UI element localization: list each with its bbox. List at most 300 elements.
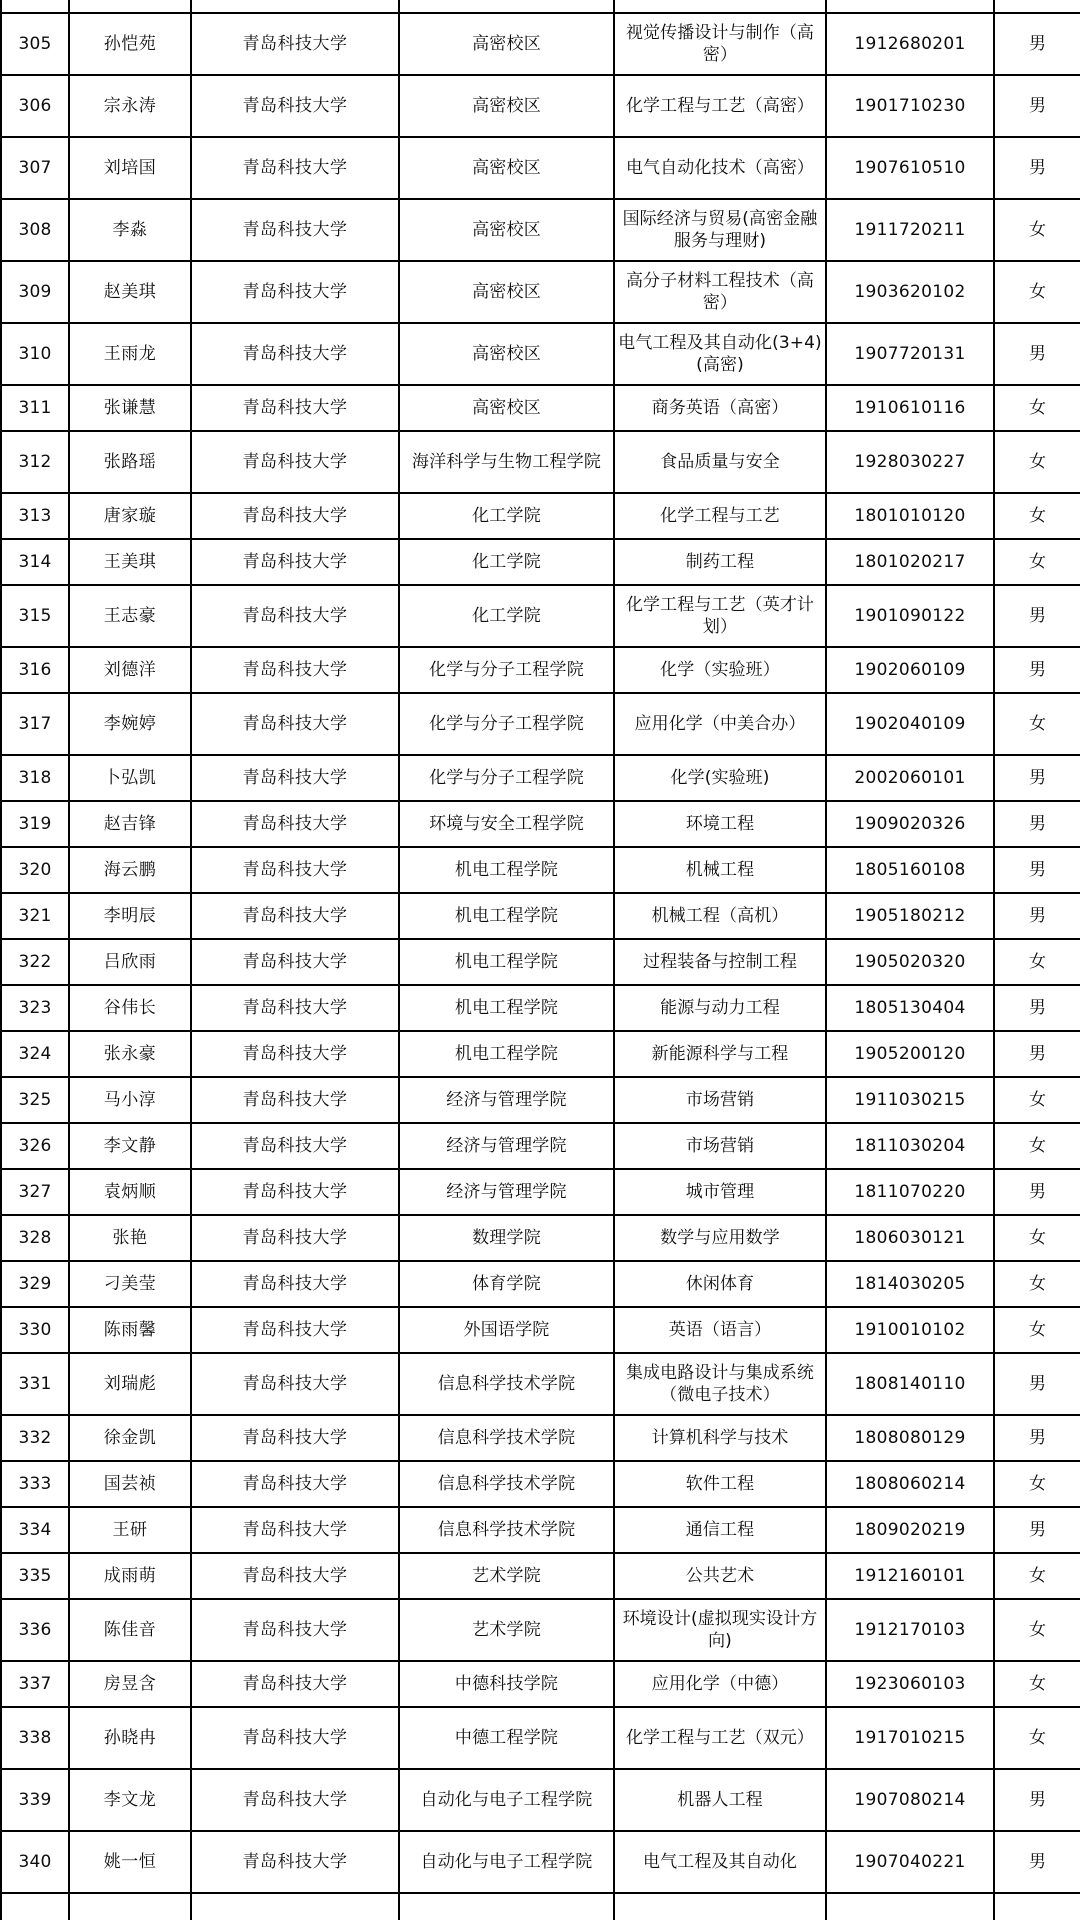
cell-major: 公共艺术 — [614, 1553, 826, 1599]
table-row — [1, 539, 1080, 585]
cell-college: 艺术学院 — [399, 1553, 614, 1599]
cell-student-id: 1808080129 — [826, 1415, 994, 1461]
cell-school: 青岛科技大学 — [191, 431, 399, 493]
cell-sex: 女 — [994, 1123, 1080, 1169]
cell-school: 青岛科技大学 — [191, 1169, 399, 1215]
cell-index: 318 — [1, 755, 69, 801]
cell-college: 化工学院 — [399, 539, 614, 585]
cell-sex: 男 — [994, 647, 1080, 693]
cell-sex: 女 — [994, 1261, 1080, 1307]
cell-school: 青岛科技大学 — [191, 1261, 399, 1307]
cell-index: 325 — [1, 1077, 69, 1123]
cell-major: 新能源科学与工程 — [614, 1031, 826, 1077]
cell-student-id: 1923060103 — [826, 1661, 994, 1707]
cell-school: 青岛科技大学 — [191, 1215, 399, 1261]
cell-school: 青岛科技大学 — [191, 1307, 399, 1353]
cell-index: 307 — [1, 137, 69, 199]
cell-name: 赵美琪 — [69, 261, 191, 323]
cell-school: 青岛科技大学 — [191, 493, 399, 539]
table-row-partial-top — [1, 0, 1080, 13]
table-row — [1, 1123, 1080, 1169]
cell-name: 李婉婷 — [69, 693, 191, 755]
cell-college: 高密校区 — [399, 137, 614, 199]
cell-school: 青岛科技大学 — [191, 1831, 399, 1893]
cell-college: 机电工程学院 — [399, 985, 614, 1031]
cell-college: 高密校区 — [399, 199, 614, 261]
cell-index: 332 — [1, 1415, 69, 1461]
cell-name: 谷伟长 — [69, 985, 191, 1031]
cell-college: 机电工程学院 — [399, 1031, 614, 1077]
cell-name: 李文龙 — [69, 1769, 191, 1831]
cell-major: 过程装备与控制工程 — [614, 939, 826, 985]
cell-sex: 男 — [994, 985, 1080, 1031]
cell-sex: 男 — [994, 1507, 1080, 1553]
cell-college: 高密校区 — [399, 75, 614, 137]
cell-school: 青岛科技大学 — [191, 1461, 399, 1507]
cell-college: 信息科学技术学院 — [399, 1353, 614, 1415]
cell-sex: 男 — [994, 847, 1080, 893]
cell-name: 宗永涛 — [69, 75, 191, 137]
cell-college: 外国语学院 — [399, 1307, 614, 1353]
cell-student-id: 1907040221 — [826, 1831, 994, 1893]
cell-sex: 女 — [994, 1661, 1080, 1707]
cell-student-id: 1907080214 — [826, 1769, 994, 1831]
cell-college: 经济与管理学院 — [399, 1169, 614, 1215]
cell-student-id: 1811030204 — [826, 1123, 994, 1169]
cell-index: 320 — [1, 847, 69, 893]
table-row — [1, 1769, 1080, 1831]
cell-college: 经济与管理学院 — [399, 1077, 614, 1123]
cell-school: 青岛科技大学 — [191, 693, 399, 755]
table-body — [1, 0, 1080, 1920]
cell-sex: 男 — [994, 1353, 1080, 1415]
cell-name: 李淼 — [69, 199, 191, 261]
cell-name: 王雨龙 — [69, 323, 191, 385]
cell-index: 316 — [1, 647, 69, 693]
cell-name — [69, 0, 191, 13]
cell-sex: 男 — [994, 323, 1080, 385]
cell-school — [191, 0, 399, 13]
table-row — [1, 385, 1080, 431]
cell-student-id: 1912680201 — [826, 13, 994, 75]
cell-sex: 女 — [994, 1599, 1080, 1661]
cell-student-id: 2002060101 — [826, 755, 994, 801]
cell-major: 城市管理 — [614, 1169, 826, 1215]
cell-college: 数理学院 — [399, 1215, 614, 1261]
cell-index: 335 — [1, 1553, 69, 1599]
cell-school: 青岛科技大学 — [191, 1553, 399, 1599]
cell-sex: 女 — [994, 1307, 1080, 1353]
cell-school: 青岛科技大学 — [191, 323, 399, 385]
cell-sex: 男 — [994, 585, 1080, 647]
cell-school: 青岛科技大学 — [191, 647, 399, 693]
cell-sex — [994, 0, 1080, 13]
cell-college: 信息科学技术学院 — [399, 1507, 614, 1553]
cell-school: 青岛科技大学 — [191, 385, 399, 431]
cell-school: 青岛科技大学 — [191, 1707, 399, 1769]
cell-major: 机械工程 — [614, 847, 826, 893]
cell-sex: 女 — [994, 1077, 1080, 1123]
cell-index: 310 — [1, 323, 69, 385]
cell-major: 电气工程及其自动化 — [614, 1831, 826, 1893]
cell-name: 国芸祯 — [69, 1461, 191, 1507]
cell-school: 青岛科技大学 — [191, 1077, 399, 1123]
cell-school: 青岛科技大学 — [191, 1599, 399, 1661]
cell-student-id: 1910610116 — [826, 385, 994, 431]
cell-major: 环境设计(虚拟现实设计方向) — [614, 1599, 826, 1661]
cell-major: 应用化学（中美合办） — [614, 693, 826, 755]
cell-student-id: 1910010102 — [826, 1307, 994, 1353]
cell-name: 徐金凯 — [69, 1415, 191, 1461]
cell-student-id: 1809020219 — [826, 1507, 994, 1553]
cell-index: 315 — [1, 585, 69, 647]
cell-college: 艺术学院 — [399, 1599, 614, 1661]
cell-sex: 女 — [994, 199, 1080, 261]
cell-index: 324 — [1, 1031, 69, 1077]
cell-name: 马小淳 — [69, 1077, 191, 1123]
table-row — [1, 585, 1080, 647]
cell-sex: 女 — [994, 261, 1080, 323]
cell-name: 袁炳顺 — [69, 1169, 191, 1215]
cell-name: 刘培国 — [69, 137, 191, 199]
cell-school: 青岛科技大学 — [191, 1123, 399, 1169]
cell-name: 成雨萌 — [69, 1553, 191, 1599]
cell-index: 309 — [1, 261, 69, 323]
table-row — [1, 75, 1080, 137]
cell-school: 青岛科技大学 — [191, 1031, 399, 1077]
cell-major: 制药工程 — [614, 539, 826, 585]
cell-index — [1, 0, 69, 13]
cell-student-id: 1808060214 — [826, 1461, 994, 1507]
cell-major: 能源与动力工程 — [614, 985, 826, 1031]
cell-index — [1, 1893, 69, 1920]
cell-school: 青岛科技大学 — [191, 1661, 399, 1707]
cell-college: 高密校区 — [399, 323, 614, 385]
cell-college: 化工学院 — [399, 585, 614, 647]
cell-name: 唐家璇 — [69, 493, 191, 539]
cell-major: 电气工程及其自动化(3+4)(高密) — [614, 323, 826, 385]
cell-index: 308 — [1, 199, 69, 261]
table-row — [1, 13, 1080, 75]
table-row — [1, 801, 1080, 847]
cell-sex: 男 — [994, 137, 1080, 199]
cell-school: 青岛科技大学 — [191, 801, 399, 847]
cell-college: 高密校区 — [399, 13, 614, 75]
table-row — [1, 1215, 1080, 1261]
cell-name: 张路瑶 — [69, 431, 191, 493]
cell-name: 李文静 — [69, 1123, 191, 1169]
cell-major — [614, 1893, 826, 1920]
table-row — [1, 199, 1080, 261]
cell-college: 化学与分子工程学院 — [399, 755, 614, 801]
table-row — [1, 939, 1080, 985]
cell-student-id: 1805130404 — [826, 985, 994, 1031]
cell-index: 327 — [1, 1169, 69, 1215]
cell-school: 青岛科技大学 — [191, 261, 399, 323]
cell-college: 化学与分子工程学院 — [399, 693, 614, 755]
cell-student-id: 1905020320 — [826, 939, 994, 985]
cell-name: 姚一恒 — [69, 1831, 191, 1893]
cell-student-id: 1902060109 — [826, 647, 994, 693]
cell-sex: 男 — [994, 13, 1080, 75]
cell-major: 数学与应用数学 — [614, 1215, 826, 1261]
cell-index: 312 — [1, 431, 69, 493]
cell-sex: 男 — [994, 1031, 1080, 1077]
cell-index: 311 — [1, 385, 69, 431]
cell-sex: 男 — [994, 75, 1080, 137]
cell-index: 321 — [1, 893, 69, 939]
table-row — [1, 1077, 1080, 1123]
cell-name: 王志豪 — [69, 585, 191, 647]
table-row — [1, 1307, 1080, 1353]
table-row — [1, 493, 1080, 539]
table-row — [1, 1507, 1080, 1553]
table-row — [1, 1261, 1080, 1307]
cell-index: 306 — [1, 75, 69, 137]
cell-college: 机电工程学院 — [399, 847, 614, 893]
cell-school: 青岛科技大学 — [191, 1507, 399, 1553]
cell-major: 英语（语言） — [614, 1307, 826, 1353]
cell-sex: 女 — [994, 539, 1080, 585]
cell-index: 340 — [1, 1831, 69, 1893]
table-row — [1, 1461, 1080, 1507]
cell-student-id: 1905200120 — [826, 1031, 994, 1077]
cell-major: 通信工程 — [614, 1507, 826, 1553]
cell-index: 333 — [1, 1461, 69, 1507]
cell-major: 化学工程与工艺（双元） — [614, 1707, 826, 1769]
cell-name: 陈雨馨 — [69, 1307, 191, 1353]
cell-name: 孙恺苑 — [69, 13, 191, 75]
cell-index: 329 — [1, 1261, 69, 1307]
cell-sex: 女 — [994, 1215, 1080, 1261]
cell-major: 计算机科学与技术 — [614, 1415, 826, 1461]
cell-index: 326 — [1, 1123, 69, 1169]
cell-college — [399, 1893, 614, 1920]
cell-name: 李明辰 — [69, 893, 191, 939]
table-row — [1, 137, 1080, 199]
cell-student-id: 1814030205 — [826, 1261, 994, 1307]
cell-student-id: 1909020326 — [826, 801, 994, 847]
cell-index: 317 — [1, 693, 69, 755]
cell-school: 青岛科技大学 — [191, 137, 399, 199]
cell-school: 青岛科技大学 — [191, 1769, 399, 1831]
cell-sex: 男 — [994, 893, 1080, 939]
table-row — [1, 755, 1080, 801]
cell-student-id — [826, 1893, 994, 1920]
cell-college: 机电工程学院 — [399, 893, 614, 939]
table-row — [1, 1707, 1080, 1769]
cell-major: 化学工程与工艺（高密） — [614, 75, 826, 137]
table-row — [1, 1831, 1080, 1893]
cell-student-id: 1905180212 — [826, 893, 994, 939]
cell-sex: 男 — [994, 1831, 1080, 1893]
cell-major: 电气自动化技术（高密） — [614, 137, 826, 199]
cell-sex: 女 — [994, 1553, 1080, 1599]
cell-college: 自动化与电子工程学院 — [399, 1769, 614, 1831]
cell-name: 张永豪 — [69, 1031, 191, 1077]
cell-student-id: 1801010120 — [826, 493, 994, 539]
cell-major: 市场营销 — [614, 1077, 826, 1123]
cell-school: 青岛科技大学 — [191, 13, 399, 75]
table-row — [1, 647, 1080, 693]
cell-student-id: 1911030215 — [826, 1077, 994, 1123]
cell-school: 青岛科技大学 — [191, 755, 399, 801]
cell-index: 331 — [1, 1353, 69, 1415]
cell-sex: 女 — [994, 693, 1080, 755]
cell-major: 化学工程与工艺 — [614, 493, 826, 539]
table-row — [1, 1353, 1080, 1415]
cell-school: 青岛科技大学 — [191, 1353, 399, 1415]
table-row — [1, 693, 1080, 755]
cell-college: 机电工程学院 — [399, 939, 614, 985]
cell-student-id: 1902040109 — [826, 693, 994, 755]
cell-name: 孙晓冉 — [69, 1707, 191, 1769]
cell-major — [614, 0, 826, 13]
table-row — [1, 261, 1080, 323]
cell-index: 314 — [1, 539, 69, 585]
cell-name: 陈佳音 — [69, 1599, 191, 1661]
table-row — [1, 323, 1080, 385]
cell-college: 中德工程学院 — [399, 1707, 614, 1769]
cell-index: 328 — [1, 1215, 69, 1261]
cell-index: 336 — [1, 1599, 69, 1661]
cell-name: 张谦慧 — [69, 385, 191, 431]
cell-student-id: 1907720131 — [826, 323, 994, 385]
table-row — [1, 1661, 1080, 1707]
cell-college: 信息科学技术学院 — [399, 1461, 614, 1507]
table-row — [1, 847, 1080, 893]
cell-student-id — [826, 0, 994, 13]
cell-name: 海云鹏 — [69, 847, 191, 893]
cell-name: 王美琪 — [69, 539, 191, 585]
cell-college: 化工学院 — [399, 493, 614, 539]
cell-student-id: 1928030227 — [826, 431, 994, 493]
cell-college: 体育学院 — [399, 1261, 614, 1307]
cell-name: 王研 — [69, 1507, 191, 1553]
cell-major: 食品质量与安全 — [614, 431, 826, 493]
table-row — [1, 1031, 1080, 1077]
cell-student-id: 1907610510 — [826, 137, 994, 199]
cell-index: 337 — [1, 1661, 69, 1707]
cell-sex: 女 — [994, 1707, 1080, 1769]
cell-index: 338 — [1, 1707, 69, 1769]
cell-sex: 女 — [994, 493, 1080, 539]
cell-school: 青岛科技大学 — [191, 75, 399, 137]
cell-school: 青岛科技大学 — [191, 1415, 399, 1461]
cell-sex: 女 — [994, 431, 1080, 493]
cell-school: 青岛科技大学 — [191, 985, 399, 1031]
cell-index: 330 — [1, 1307, 69, 1353]
cell-name: 卜弘凯 — [69, 755, 191, 801]
cell-sex: 男 — [994, 801, 1080, 847]
cell-major: 机械工程（高机） — [614, 893, 826, 939]
cell-college — [399, 0, 614, 13]
cell-major: 国际经济与贸易(高密金融服务与理财) — [614, 199, 826, 261]
cell-major: 市场营销 — [614, 1123, 826, 1169]
cell-student-id: 1801020217 — [826, 539, 994, 585]
cell-name — [69, 1893, 191, 1920]
cell-index: 305 — [1, 13, 69, 75]
cell-name: 房昱含 — [69, 1661, 191, 1707]
cell-major: 化学（实验班） — [614, 647, 826, 693]
cell-major: 应用化学（中德） — [614, 1661, 826, 1707]
cell-college: 高密校区 — [399, 261, 614, 323]
cell-index: 313 — [1, 493, 69, 539]
cell-college: 环境与安全工程学院 — [399, 801, 614, 847]
table-row-partial-bottom — [1, 1893, 1080, 1920]
table-row — [1, 431, 1080, 493]
cell-name: 张艳 — [69, 1215, 191, 1261]
cell-index: 319 — [1, 801, 69, 847]
cell-college: 中德科技学院 — [399, 1661, 614, 1707]
cell-school: 青岛科技大学 — [191, 847, 399, 893]
cell-index: 322 — [1, 939, 69, 985]
cell-student-id: 1808140110 — [826, 1353, 994, 1415]
cell-major: 休闲体育 — [614, 1261, 826, 1307]
cell-school: 青岛科技大学 — [191, 539, 399, 585]
cell-sex: 女 — [994, 939, 1080, 985]
cell-school: 青岛科技大学 — [191, 199, 399, 261]
cell-name: 吕欣雨 — [69, 939, 191, 985]
cell-sex: 女 — [994, 1461, 1080, 1507]
cell-major: 机器人工程 — [614, 1769, 826, 1831]
table-row — [1, 1553, 1080, 1599]
cell-index: 339 — [1, 1769, 69, 1831]
cell-school: 青岛科技大学 — [191, 939, 399, 985]
table-row — [1, 1169, 1080, 1215]
cell-name: 刁美莹 — [69, 1261, 191, 1307]
cell-college: 自动化与电子工程学院 — [399, 1831, 614, 1893]
cell-student-id: 1806030121 — [826, 1215, 994, 1261]
cell-school — [191, 1893, 399, 1920]
cell-school: 青岛科技大学 — [191, 893, 399, 939]
cell-student-id: 1912170103 — [826, 1599, 994, 1661]
cell-student-id: 1903620102 — [826, 261, 994, 323]
cell-index: 323 — [1, 985, 69, 1031]
cell-sex — [994, 1893, 1080, 1920]
cell-sex: 男 — [994, 1769, 1080, 1831]
table-row — [1, 985, 1080, 1031]
cell-college: 化学与分子工程学院 — [399, 647, 614, 693]
cell-major: 软件工程 — [614, 1461, 826, 1507]
cell-sex: 男 — [994, 755, 1080, 801]
cell-major: 集成电路设计与集成系统（微电子技术） — [614, 1353, 826, 1415]
cell-college: 经济与管理学院 — [399, 1123, 614, 1169]
cell-name: 刘瑞彪 — [69, 1353, 191, 1415]
cell-student-id: 1911720211 — [826, 199, 994, 261]
cell-major: 化学工程与工艺（英才计划） — [614, 585, 826, 647]
cell-sex: 男 — [994, 1169, 1080, 1215]
cell-student-id: 1912160101 — [826, 1553, 994, 1599]
cell-student-id: 1805160108 — [826, 847, 994, 893]
cell-college: 海洋科学与生物工程学院 — [399, 431, 614, 493]
cell-student-id: 1811070220 — [826, 1169, 994, 1215]
cell-name: 赵吉锋 — [69, 801, 191, 847]
cell-index: 334 — [1, 1507, 69, 1553]
cell-major: 高分子材料工程技术（高密） — [614, 261, 826, 323]
cell-college: 信息科学技术学院 — [399, 1415, 614, 1461]
cell-major: 环境工程 — [614, 801, 826, 847]
cell-student-id: 1901090122 — [826, 585, 994, 647]
cell-sex: 女 — [994, 385, 1080, 431]
cell-school: 青岛科技大学 — [191, 585, 399, 647]
cell-major: 商务英语（高密） — [614, 385, 826, 431]
table-row — [1, 893, 1080, 939]
cell-college: 高密校区 — [399, 385, 614, 431]
cell-student-id: 1901710230 — [826, 75, 994, 137]
cell-name: 刘德洋 — [69, 647, 191, 693]
table-row — [1, 1415, 1080, 1461]
